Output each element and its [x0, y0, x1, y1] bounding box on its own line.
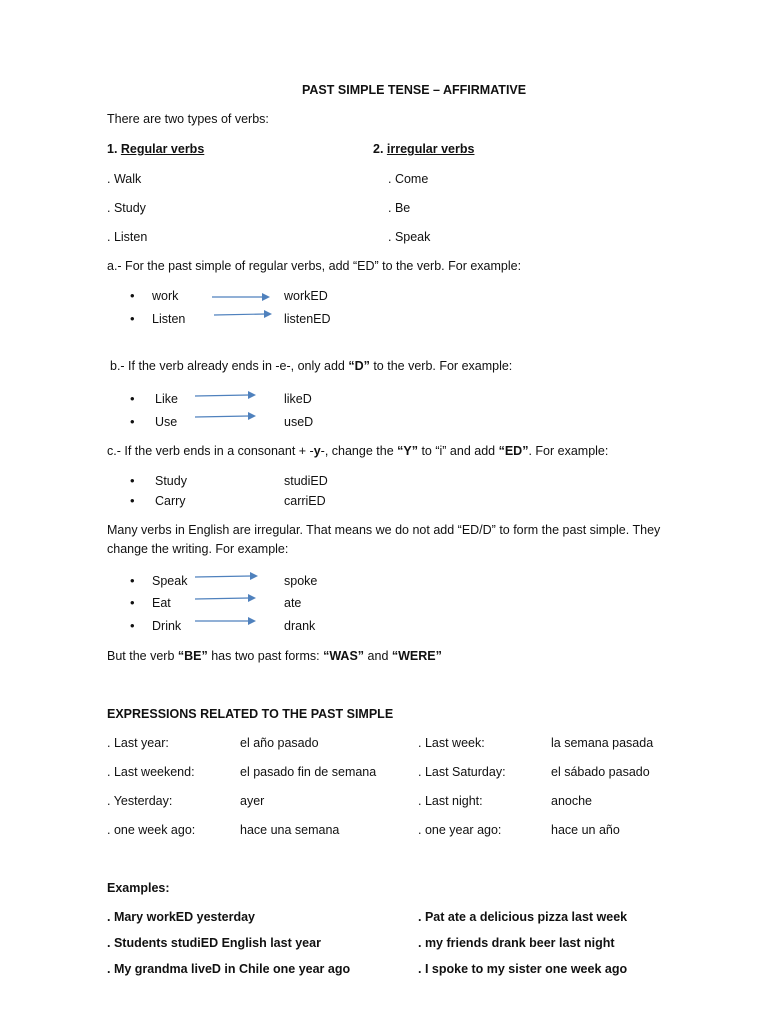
arrow-head-icon: [248, 617, 256, 625]
base-verb: Like: [155, 392, 178, 406]
example-sentence: . Mary workED yesterday: [107, 910, 255, 924]
regular-verb-item: . Walk: [107, 172, 142, 186]
expression-translation: hace una semana: [240, 823, 340, 837]
past-form: listenED: [284, 312, 331, 326]
expression-translation: el año pasado: [240, 736, 319, 750]
bullet-icon: •: [130, 288, 135, 303]
past-form: spoke: [284, 574, 318, 588]
expression-term: . one week ago:: [107, 823, 196, 837]
past-form: workED: [284, 289, 328, 303]
example-sentence: . Pat ate a delicious pizza last week: [418, 910, 628, 924]
expression-term: . Last Saturday:: [418, 765, 506, 779]
past-form: useD: [284, 415, 314, 429]
page-title: PAST SIMPLE TENSE – AFFIRMATIVE: [302, 83, 527, 97]
expressions-heading: EXPRESSIONS RELATED TO THE PAST SIMPLE: [107, 707, 394, 721]
arrow-head-icon: [264, 310, 272, 318]
expression-translation: el sábado pasado: [551, 765, 650, 779]
irregular-note-line: Many verbs in English are irregular. That means we do not add “ED/D” to form the past simple. They: [107, 523, 661, 537]
bullet-icon: •: [130, 311, 135, 326]
expression-translation: la semana pasada: [551, 736, 654, 750]
base-verb: Listen: [152, 312, 186, 326]
bullet-icon: •: [130, 595, 135, 610]
bullet-icon: •: [130, 473, 135, 488]
base-verb: Carry: [155, 494, 186, 508]
bullet-icon: •: [130, 618, 135, 633]
arrow-line: [195, 598, 249, 599]
bullet-icon: •: [130, 493, 135, 508]
regular-verbs-heading: 1. Regular verbs: [107, 142, 205, 156]
expression-term: . Last night:: [418, 794, 483, 808]
arrow-head-icon: [248, 412, 256, 420]
irregular-verb-item: . Speak: [388, 230, 431, 244]
past-form: ate: [284, 596, 302, 610]
expression-term: . Last weekend:: [107, 765, 195, 779]
past-form: drank: [284, 619, 316, 633]
base-verb: Study: [155, 474, 187, 488]
bullet-icon: •: [130, 391, 135, 406]
example-sentence: . my friends drank beer last night: [418, 936, 615, 950]
expression-term: . Yesterday:: [107, 794, 173, 808]
rule-b-text: b.- If the verb already ends in -e-, only add “D” to the verb. For example:: [110, 359, 513, 373]
regular-verb-item: . Listen: [107, 230, 148, 244]
rule-c-text: c.- If the verb ends in a consonant + -y-, change the “Y” to “i” and add “ED”. For example:: [107, 444, 609, 458]
arrow-line: [195, 576, 251, 577]
expression-translation: anoche: [551, 794, 593, 808]
expression-term: . Last year:: [107, 736, 169, 750]
base-verb: Drink: [152, 619, 182, 633]
arrow-head-icon: [248, 594, 256, 602]
base-verb: Use: [155, 415, 178, 429]
expression-term: . one year ago:: [418, 823, 502, 837]
arrow-line: [195, 416, 249, 417]
expression-term: . Last week:: [418, 736, 485, 750]
arrow-line: [214, 314, 265, 315]
expression-translation: el pasado fin de semana: [240, 765, 377, 779]
arrow-head-icon: [248, 391, 256, 399]
past-form: studiED: [284, 474, 328, 488]
bullet-icon: •: [130, 414, 135, 429]
arrow-group: [195, 293, 272, 625]
irregular-verbs-heading: 2. irregular verbs: [373, 142, 475, 156]
example-sentence: . Students studiED English last year: [107, 936, 321, 950]
base-verb: Eat: [152, 596, 171, 610]
irregular-note-line: change the writing. For example:: [107, 542, 289, 556]
intro-text: There are two types of verbs:: [107, 112, 269, 126]
arrow-line: [195, 395, 249, 396]
expression-translation: hace un año: [551, 823, 620, 837]
past-form: likeD: [284, 392, 312, 406]
expression-translation: ayer: [240, 794, 265, 808]
rule-a-text: a.- For the past simple of regular verbs, add “ED” to the verb. For example:: [107, 259, 522, 273]
base-verb: Speak: [152, 574, 188, 588]
regular-verb-item: . Study: [107, 201, 146, 215]
example-sentence: . I spoke to my sister one week ago: [418, 962, 628, 976]
base-verb: work: [152, 289, 179, 303]
irregular-verb-item: . Be: [388, 201, 411, 215]
arrow-head-icon: [250, 572, 258, 580]
irregular-verb-item: . Come: [388, 172, 429, 186]
examples-heading: Examples:: [107, 881, 170, 895]
bullet-icon: •: [130, 573, 135, 588]
arrow-head-icon: [262, 293, 270, 301]
example-sentence: . My grandma liveD in Chile one year ago: [107, 962, 351, 976]
be-note: But the verb “BE” has two past forms: “WAS” and “WERE”: [107, 649, 442, 663]
past-form: carriED: [284, 494, 326, 508]
